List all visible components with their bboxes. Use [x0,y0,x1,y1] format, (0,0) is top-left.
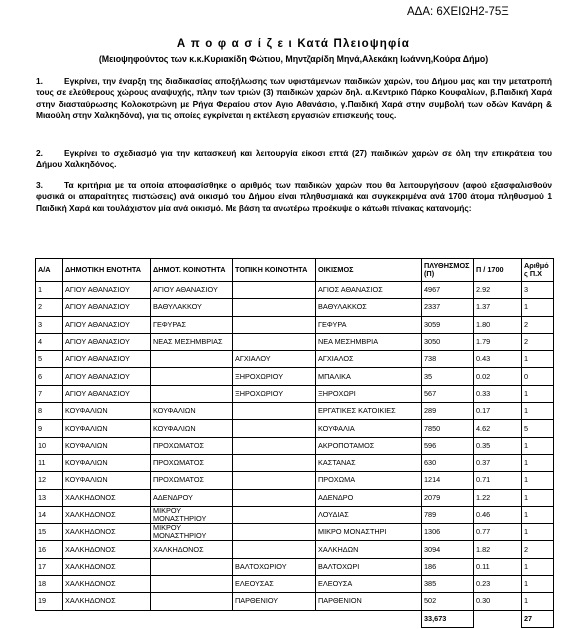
table-row [36,282,554,299]
ada-code: ΑΔΑ: 6ΧΕΙΩΗ2-75Ξ [407,6,509,18]
table-cell: 15 [36,524,63,541]
column-header: ΔΗΜΟΤ. ΚΟΙΝΟΤΗΤΑ [151,259,233,282]
totals-gap [474,610,522,627]
table-cell: ΑΓΧΙΑΛΟΥ [233,351,316,368]
table-row [36,385,554,402]
column-header: ΤΟΠΙΚΗ ΚΟΙΝΟΤΗΤΑ [233,259,316,282]
table-row [36,472,554,489]
table-cell: ΧΑΛΚΗΔΟΝΟΣ [63,489,151,506]
table-cell: 3050 [422,333,474,350]
table-cell: 6 [36,368,63,385]
table-cell [233,524,316,541]
table-cell: ΠΡΟΧΩΜΑ [316,472,422,489]
table-cell: ΑΓΙΟΥ ΑΘΑΝΑΣΙΟΥ [63,385,151,402]
table-cell [151,576,233,593]
table-cell: 738 [422,351,474,368]
table-cell: 8 [36,403,63,420]
table-cell: 1 [522,506,554,523]
table-cell: 1 [522,299,554,316]
table-cell: 630 [422,454,474,471]
table-row [36,454,554,471]
table-cell: ΛΟΥΔΙΑΣ [316,506,422,523]
table-cell: ΑΓΙΟΥ ΑΘΑΝΑΣΙΟΥ [63,368,151,385]
column-header: Π / 1700 [474,259,522,282]
table-cell [233,333,316,350]
table-cell [151,351,233,368]
table-cell: ΕΡΓΑΤΙΚΕΣ ΚΑΤΟΙΚΙΕΣ [316,403,422,420]
table-row [36,489,554,506]
table-cell: 0.33 [474,385,522,402]
table-cell [233,299,316,316]
column-header: Αριθμό ς Π.Χ [522,259,554,282]
table-row [36,576,554,593]
table-cell: 18 [36,576,63,593]
table-row [36,333,554,350]
table-cell: ΜΙΚΡΟΥ ΜΟΝΑΣΤΗΡΙΟΥ [151,506,233,523]
table-cell: 2337 [422,299,474,316]
paragraph-number: 3. [36,180,43,190]
table-cell: ΞΗΡΟΧΩΡΙΟΥ [233,385,316,402]
table-cell: 1 [522,576,554,593]
total-population: 33,673 [422,610,474,627]
column-header: ΟΙΚΙΣΜΟΣ [316,259,422,282]
table-cell: ΑΓΙΟΥ ΑΘΑΝΑΣΙΟΥ [63,282,151,299]
paragraph-text: Εγκρίνει, την έναρξη της διαδικασίας αποξήλωσης των υφιστάμενων παιδικών χαρών, του Δήμου μας και την μετατροπή τους σε ελεύθερους χώρους αναψυχής, πλην των τριών (3) παιδικών χαρών δηλ. α.Κεντρικό Πάρκο Κουφαλίων, β.Παιδική Χαρά στην διασταύρωσης Κολοκοτρώνη με Ρήγα Φεραίου στον Αγιο Αθανάσιο, γ.Παιδική Χαρά στην συμβολή των οδών Κανάρη & Μιαούλη στην Χαλκηδόνα), για τις οποίες εγκρίνεται η εκτέλεση εργασιών επισκευής τους. [36,76,552,120]
table-row [36,299,554,316]
table-cell: 13 [36,489,63,506]
table-cell: ΧΑΛΚΗΔΩΝ [316,541,422,558]
table-cell: ΠΑΡΘΕΝΙΟΝ [316,593,422,610]
table-cell: 1.22 [474,489,522,506]
table-row [36,593,554,610]
table-row [36,420,554,437]
paragraph-number: 2. [36,148,43,158]
table-row [36,506,554,523]
table-cell: 1.37 [474,299,522,316]
table-cell: ΧΑΛΚΗΔΟΝΟΣ [151,541,233,558]
table-body [36,282,554,611]
table-cell: 1 [522,489,554,506]
table-row [36,558,554,575]
table-cell: ΑΓΙΟΥ ΑΘΑΝΑΣΙΟΥ [63,316,151,333]
table-cell: 0.35 [474,437,522,454]
table-cell [151,593,233,610]
table-cell: 1306 [422,524,474,541]
table-row [36,541,554,558]
table-row [36,524,554,541]
table-row [36,437,554,454]
paragraph-text: Εγκρίνει το σχεδιασμό για την κατασκευή και λειτουργία είκοσι επτά (27) παιδικών χαρών σε όλη την επικράτεια του Δήμου Χαλκηδόνος. [36,148,552,170]
table-cell: ΧΑΛΚΗΔΟΝΟΣ [63,524,151,541]
table-cell: ΜΙΚΡΟΥ ΜΟΝΑΣΤΗΡΙΟΥ [151,524,233,541]
decision-title: Α π ο φ α σ ί ζ ε ι Κατά Πλειοψηφία [176,38,411,50]
table-cell: ΑΓΙΟΥ ΑΘΑΝΑΣΙΟΥ [63,299,151,316]
table-cell: ΑΔΕΝΔΡΟ [316,489,422,506]
table-cell: ΚΟΥΦΑΛΙΩΝ [151,403,233,420]
table-cell: 9 [36,420,63,437]
table-cell: 11 [36,454,63,471]
table-cell: 1.79 [474,333,522,350]
table-cell: 1 [522,437,554,454]
table-cell: ΑΓΙΟΣ ΑΘΑΝΑΣΙΟΣ [316,282,422,299]
table-cell: ΧΑΛΚΗΔΟΝΟΣ [63,593,151,610]
table-cell: ΚΟΥΦΑΛΙΩΝ [63,437,151,454]
allocation-table [35,258,554,628]
totals-row [36,610,554,627]
table-cell: 4 [36,333,63,350]
table-cell [233,420,316,437]
table-cell: ΧΑΛΚΗΔΟΝΟΣ [63,506,151,523]
table-cell: ΓΕΦΥΡΑ [316,316,422,333]
table-cell: ΚΟΥΦΑΛΙΩΝ [63,403,151,420]
table-cell: 0.77 [474,524,522,541]
table-cell: 1 [522,351,554,368]
table-cell: 2 [522,333,554,350]
table-cell: 3094 [422,541,474,558]
table-cell: 5 [522,420,554,437]
table-cell: 3059 [422,316,474,333]
table-cell [233,541,316,558]
table-cell: 35 [422,368,474,385]
table-cell: 289 [422,403,474,420]
table-cell [233,282,316,299]
table-cell: ΚΟΥΦΑΛΙΑ [316,420,422,437]
table-cell: 1 [522,385,554,402]
table-cell [151,368,233,385]
table-cell: 1 [522,454,554,471]
paragraph-text: Τα κριτήρια με τα οποία αποφασίσθηκε ο αριθμός των παιδικών χαρών που θα λειτουργήσουν (αφού εξασφαλισθούν φυσικά οι απαραίτητες πιστώσεις) ανά οικισμό του Δήμου είναι πληθυσμιακά και συγκεκριμένα ανά 1700 άτομα πληθυσμού 1 Παιδική Χαρά και τουλάχιστον μία ανά οικισμό. Με βάση τα ανωτέρω προέκυψε ο κάτωθι πίνακας κατανομής: [36,180,552,213]
table-cell: 1 [522,593,554,610]
table-cell: ΑΓΙΟΥ ΑΘΑΝΑΣΙΟΥ [151,282,233,299]
table-cell: 1 [36,282,63,299]
table-cell: 0.23 [474,576,522,593]
table-cell: ΠΑΡΘΕΝΙΟΥ [233,593,316,610]
table-cell: ΚΟΥΦΑΛΙΩΝ [63,420,151,437]
table-cell: ΝΕΑ ΜΕΣΗΜΒΡΙΑ [316,333,422,350]
table-cell: ΑΚΡΟΠΟΤΑΜΟΣ [316,437,422,454]
table-cell: 2.92 [474,282,522,299]
table-cell: ΒΑΘΥΛΑΚΚΟΣ [316,299,422,316]
table-cell: ΕΛΕΟΥΣΑΣ [233,576,316,593]
table-row [36,368,554,385]
table-cell: ΚΟΥΦΑΛΙΩΝ [63,454,151,471]
totals-spacer [36,610,422,627]
paragraph-2 [36,148,552,171]
table-cell [233,437,316,454]
table-cell: 385 [422,576,474,593]
table-cell: 0.02 [474,368,522,385]
table-cell: 3 [36,316,63,333]
table-cell: 789 [422,506,474,523]
table-cell: 1 [522,403,554,420]
table-cell: ΠΡΟΧΩΜΑΤΟΣ [151,454,233,471]
column-header: Α/Α [36,259,63,282]
table-cell: ΠΡΟΧΩΜΑΤΟΣ [151,437,233,454]
table-cell: ΧΑΛΚΗΔΟΝΟΣ [63,576,151,593]
table-row [36,351,554,368]
decision-subtitle: (Μειοψηφούντος των κ.κ.Κυριακίδη Φώτιου, Μηντζαρίδη Μηνά,Αλεκάκη Ιωάννη,Κούρα Δήμο) [98,54,489,64]
table-header-row [36,259,554,282]
table-cell [151,558,233,575]
table-cell: 10 [36,437,63,454]
table-cell: 4.62 [474,420,522,437]
table-cell: 14 [36,506,63,523]
table-cell: 502 [422,593,474,610]
table-cell [233,489,316,506]
table-cell: 0.37 [474,454,522,471]
table-cell: 1 [522,558,554,575]
table-cell: 1.80 [474,316,522,333]
table-cell: ΑΓΧΙΑΛΟΣ [316,351,422,368]
paragraph-1 [36,76,552,121]
table-cell: 17 [36,558,63,575]
table-cell: ΑΔΕΝΔΡΟΥ [151,489,233,506]
table-cell: ΞΗΡΟΧΩΡΙΟΥ [233,368,316,385]
table-cell: 1214 [422,472,474,489]
table-cell: 0.46 [474,506,522,523]
table-cell: ΒΑΘΥΛΑΚΚΟΥ [151,299,233,316]
table-cell: ΧΑΛΚΗΔΟΝΟΣ [63,541,151,558]
table-cell: 0 [522,368,554,385]
paragraph-number: 1. [36,76,43,86]
table-cell [233,454,316,471]
table-cell: 2 [522,316,554,333]
table-cell [233,316,316,333]
table-cell: ΑΓΙΟΥ ΑΘΑΝΑΣΙΟΥ [63,333,151,350]
column-header: ΔΗΜΟΤΙΚΗ ΕΝΟΤΗΤΑ [63,259,151,282]
total-playgrounds: 27 [522,610,554,627]
table-cell: 0.43 [474,351,522,368]
table-cell: ΜΠΑΛΙΚΑ [316,368,422,385]
table-cell: 0.71 [474,472,522,489]
column-header: ΠΛΥΘΗΣΜΟΣ (Π) [422,259,474,282]
paragraph-3 [36,180,552,214]
table-cell: ΧΑΛΚΗΔΟΝΟΣ [63,558,151,575]
table-cell: ΕΛΕΟΥΣΑ [316,576,422,593]
table-cell: 0.11 [474,558,522,575]
table-cell: 3 [522,282,554,299]
table-cell: 0.30 [474,593,522,610]
table-cell: 16 [36,541,63,558]
table-cell: ΜΙΚΡΟ ΜΟΝΑΣΤΗΡΙ [316,524,422,541]
table-cell: 0.17 [474,403,522,420]
table-cell: ΝΕΑΣ ΜΕΣΗΜΒΡΙΑΣ [151,333,233,350]
table-cell: 2 [522,541,554,558]
table-cell: ΑΓΙΟΥ ΑΘΑΝΑΣΙΟΥ [63,351,151,368]
table-row [36,316,554,333]
table-cell: 19 [36,593,63,610]
table-cell: 4967 [422,282,474,299]
table-cell [233,506,316,523]
table-row [36,403,554,420]
table-cell: ΚΟΥΦΑΛΙΩΝ [151,420,233,437]
table-cell: 2079 [422,489,474,506]
table-cell [233,403,316,420]
table-cell: 1 [522,472,554,489]
table-cell: ΒΑΛΤΟΧΩΡΙ [316,558,422,575]
table-cell [233,472,316,489]
table-cell: ΚΟΥΦΑΛΙΩΝ [63,472,151,489]
table-cell: ΚΑΣΤΑΝΑΣ [316,454,422,471]
table-cell [151,385,233,402]
table-cell: 596 [422,437,474,454]
table-cell: 5 [36,351,63,368]
table-cell: 186 [422,558,474,575]
table-cell: ΒΑΛΤΟΧΩΡΙΟΥ [233,558,316,575]
table-cell: ΠΡΟΧΩΜΑΤΟΣ [151,472,233,489]
table-cell: 1.82 [474,541,522,558]
table-cell: 7 [36,385,63,402]
table-cell: 2 [36,299,63,316]
table-cell: 567 [422,385,474,402]
table-cell: ΞΗΡΟΧΩΡΙ [316,385,422,402]
table-cell: 1 [522,524,554,541]
table-cell: 12 [36,472,63,489]
table-cell: ΓΕΦΥΡΑΣ [151,316,233,333]
table-cell: 7850 [422,420,474,437]
